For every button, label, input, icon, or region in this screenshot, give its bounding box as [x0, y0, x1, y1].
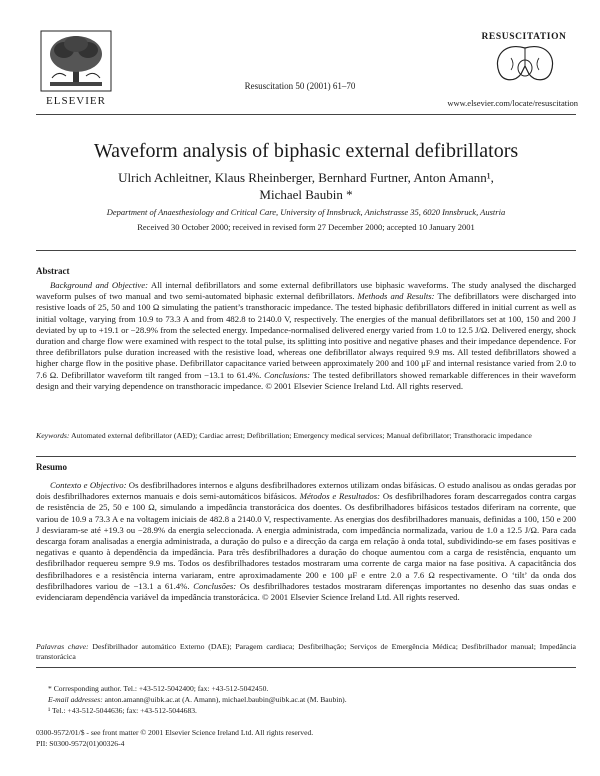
conclusions-label: Conclusions: — [264, 369, 311, 380]
resumo-rule — [36, 667, 576, 668]
methods-label: Methods and Results: — [357, 291, 435, 302]
corresponding-author-note: * Corresponding author. Tel.: +43-512-5042400; fax: +43-512-5042450. — [48, 684, 269, 693]
affiliation: Department of Anaesthesiology and Critical Care, University of Innsbruck, Anichstrasse 35, 6020 Innsbruck, Austria — [106, 207, 506, 217]
authors-line-1: Ulrich Achleitner, Klaus Rheinberger, Bernhard Furtner, Anton Amann¹, — [118, 170, 494, 185]
conclusoes-label: Conclusões: — [193, 580, 237, 591]
heart-lungs-logo-icon — [475, 28, 575, 88]
journal-citation: Resuscitation 50 (2001) 61–70 — [244, 81, 356, 91]
resumo-heading: Resumo — [36, 462, 67, 472]
palavras-chave-text: Desfibrilhador automático Externo (DAE); Paragem cardiaca; Desfibrilhação; Serviços de Emergência Médica; Desfibrilhador manual; Impedância transtorácica — [36, 642, 576, 662]
contexto-text: Os desfibrilhadores internos e alguns desfibrilhadores externos utilizam ondas bifásicas. O estudo analisou as ondas geradas por dois desfibrilhadores externos manuais e dois semi-automáticos bifásicos. — [36, 480, 577, 502]
email-note — [48, 695, 568, 705]
resumo-text — [36, 480, 576, 603]
issn-line: 0300-9572/01/$ - see front matter © 2001 Elsevier Science Ireland Ltd. All rights reserved. — [36, 728, 314, 737]
email-text: anton.amann@uibk.ac.at (A. Amann), michael.baubin@uibk.ac.at (M. Baubin). — [102, 695, 347, 704]
email-label: E-mail addresses: — [48, 695, 103, 704]
background-text: All internal defibrillators and some external defibrillators use biphasic waveforms. The study analysed the discharged waveform pulses of two manual and two semi-automated biphasic external defibrillators. — [36, 280, 576, 302]
author-list — [36, 169, 576, 203]
publisher-name: ELSEVIER — [46, 95, 106, 107]
pii-line: PII: S0300-9572(01)00326-4 — [36, 739, 125, 748]
keywords-label: Keywords: — [36, 431, 70, 440]
metodos-text: Os desfibrilhadores foram descarregados contra cargas de resistência de 25, 50 e 100 Ω, simulando a impedância transtorácica dos doentes. Os desfibrilhadores bifásicos testados diferiram na corrente, que variou de 10.9 a 73.3 A e na voltagem iniciais de 482.8 a 2140.0 V, respectivamente. As energias dos desfibrilhadores manuais, definidas a 100, 150 e 200 J desviaram-se até +19.3 ou −28.9% da energia seleccionada. A energia administrada, com impedância normalizada, variou de 1.0 a 12.5 J/Ω. Para cada descarga foram analisadas a energia administrada, a duração do pulso e a direcção da carga em relação à onda total, subdividindo-se em fases positivas e negativas e quanto à dependência da impedância. Para três desfibrilhadores a duração do choque aumentou com a carga de resistência, enquanto um desfibrilhador requereu sempre 9.9 ms. Todos os desfibrilhadores testados mostraram uma corrente de carga maior na fase positiva. A capacitância dos desfibrilhadores e a resistência interna variaram, entre aproximadamente 200 e 100 μF e entre 2.0 a 7.6 Ω respectivamente. O ‘tilt’ da onda dos desfibrilhadores variou de −13.1 a 61.4%. — [36, 491, 576, 591]
header-rule — [36, 114, 576, 115]
conclusions-text: The tested defibrillators showed remarkable differences in their waveform design and their varying dependence on transthoracic impedance. © 2001 Elsevier Science Ireland Ltd. All rights reserved. — [36, 369, 576, 391]
tel-note: ¹ Tel.: +43-512-5044636; fax: +43-512-5044683. — [48, 706, 197, 715]
keywords — [36, 431, 576, 441]
contexto-label: Contexto e Objectivo: — [50, 480, 127, 490]
methods-text: The defibrillators were discharged into resistive loads of 25, 50 and 100 Ω simulating the patient’s transthoracic impedance. The tested biphasic defibrillators differed in initial current as well as initial voltage, varying from 10.9 to 73.3 A and from 482.8 to 2140.0 V, respectively. The energies of the manual defibrillators set at 100, 150 and 200 J deviated by up to +19.1 or −28.9% from the selected energy. Impedance-normalised delivered energy varied from 1.0 to 12.5 J/Ω. Delivered energy, shock duration and charge flow were examined with respect to the total pulse, its splitting into positive and negative phases and their impedance dependence. For three defibrillators pulse duration increased with the resistive load, whereas one defibrillator always required 9.9 ms. All tested defibrillators showed a higher charge flow in the positive phase. Defibrillator capacitance varied between approximately 200 and 100 μF and internal resistance varied from 2.0 to 7.6 Ω. Defibrillator waveform tilt ranged from −13.1 to 61.4%. — [36, 291, 576, 380]
palavras-chave — [36, 642, 576, 662]
abstract-rule — [36, 456, 576, 457]
title-rule — [36, 250, 576, 251]
abstract-heading: Abstract — [36, 266, 70, 276]
palavras-chave-label: Palavras chave: — [36, 642, 89, 651]
article-title: Waveform analysis of biphasic external defibrillators — [93, 140, 519, 162]
background-label: Background and Objective: — [50, 280, 149, 290]
conclusoes-text: Os desfibrilhadores testados mostraram diferenças importantes no desenho das suas ondas e evidenciaram dependência variável da impedância transtorácica. © 2001 Elsevier Science Ireland Ltd. All rights reserved. — [36, 580, 576, 603]
metodos-label: Métodos e Resultados: — [299, 491, 381, 502]
received-dates: Received 30 October 2000; received in revised form 27 December 2000; accepted 10 January 2001 — [137, 222, 475, 232]
elsevier-tree-logo-icon — [40, 30, 112, 92]
journal-url-link[interactable]: www.elsevier.com/locate/resuscitation — [447, 98, 578, 108]
journal-name: RESUSCITATION — [481, 32, 567, 42]
keywords-text: Automated external defibrillator (AED); Cardiac arrest; Defibrillation; Emergency medical services; Manual defibrillator; Transthoracic impedance — [69, 431, 532, 440]
abstract-text — [36, 280, 576, 392]
authors-line-2: Michael Baubin * — [259, 187, 353, 202]
